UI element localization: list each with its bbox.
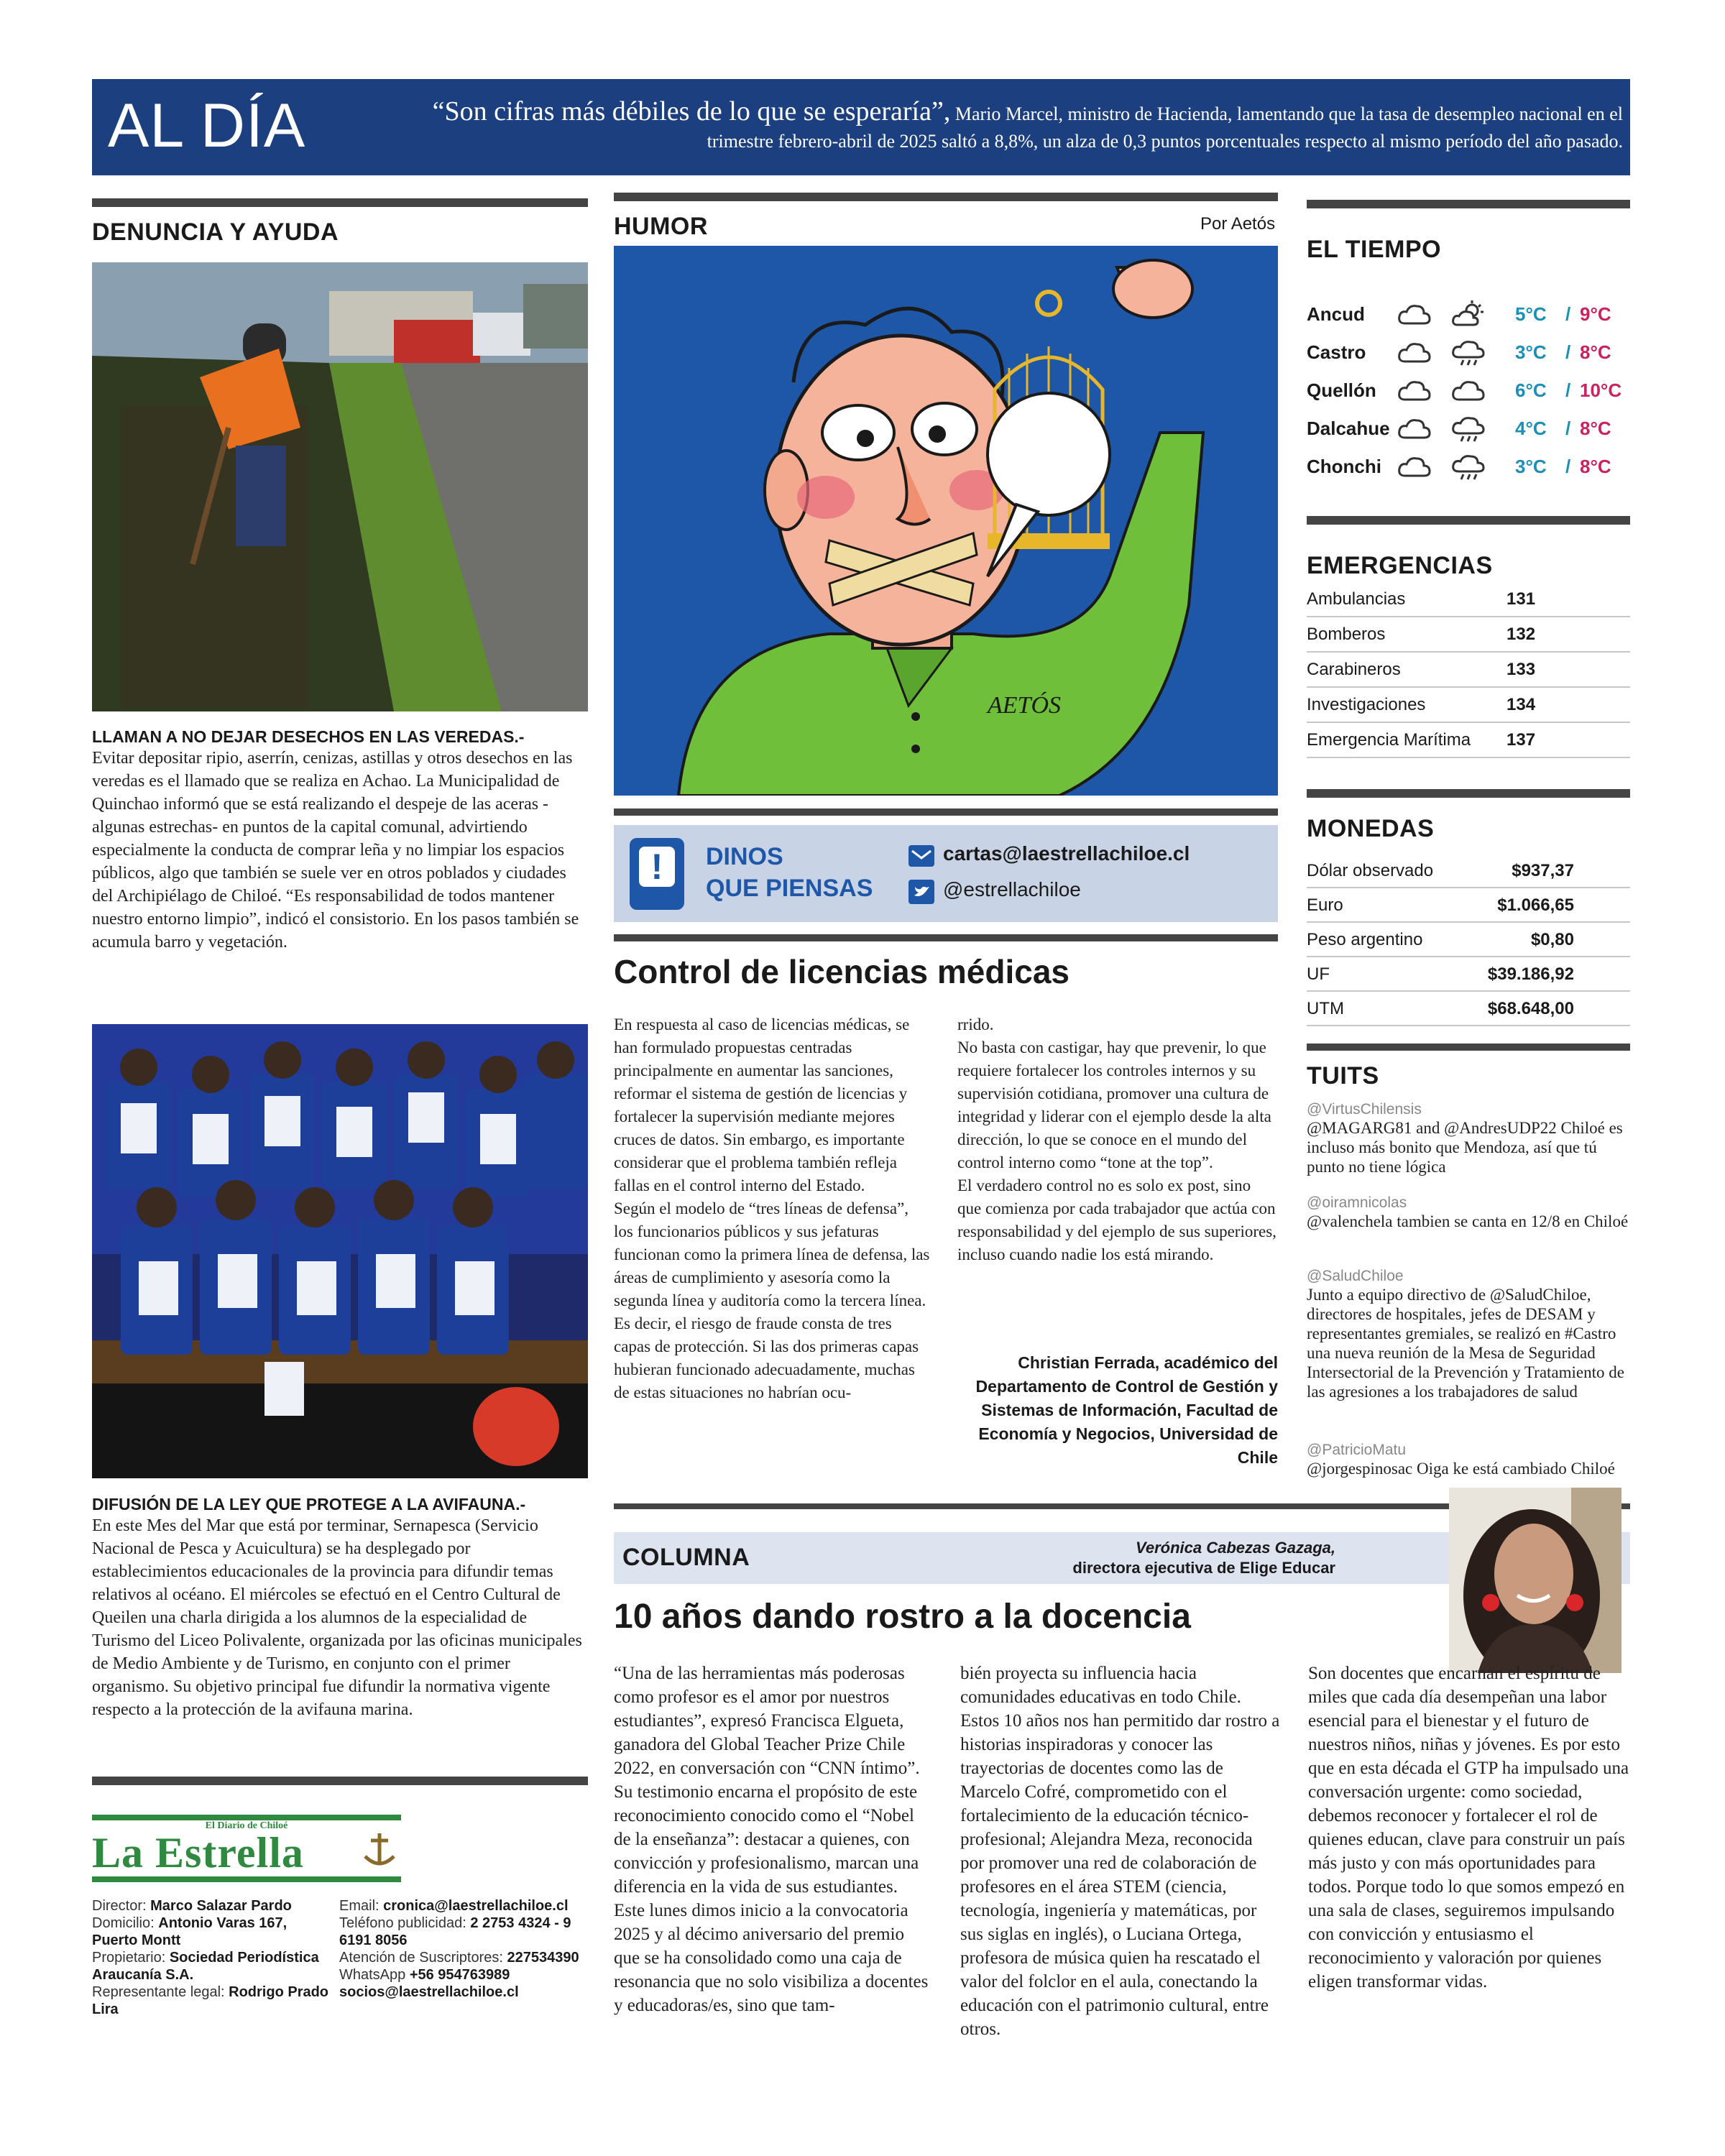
divider [614, 808, 1278, 816]
column-author-block [1072, 1538, 1335, 1578]
currency-value: $39.186,92 [1487, 964, 1574, 984]
letter-title: Control de licencias médicas [614, 953, 1070, 990]
cloud-icon [1397, 300, 1432, 329]
credit-value: Rodrigo Prado Lira [92, 1984, 329, 2017]
currency-value: $0,80 [1530, 930, 1574, 949]
weather-max: 10°C [1580, 379, 1622, 401]
tweets-list [1307, 1101, 1637, 1503]
credit-value: Sociedad Periodística Araucanía S.A. [92, 1950, 319, 1983]
masthead-logo [92, 1815, 401, 1879]
credit-label: Propietario: [92, 1950, 170, 1966]
cloud-icon [1397, 377, 1432, 405]
cloud-icon [1397, 453, 1432, 482]
header-quote: “Son cifras más débiles de lo que se esperaría”, [432, 96, 951, 126]
currency-table [1307, 854, 1630, 1030]
weather-city: Castro [1307, 341, 1366, 363]
emergency-row [1307, 688, 1630, 723]
credit-value: Antonio Varas 167, Puerto Montt [92, 1915, 288, 1948]
weather-min: 3°C [1515, 341, 1547, 363]
weather-min: 4°C [1515, 418, 1547, 439]
emergency-number: 131 [1506, 589, 1536, 609]
emergency-number: 132 [1506, 625, 1536, 644]
contact-heading [706, 841, 873, 904]
story-title: LLAMAN A NO DEJAR DESECHOS EN LAS VEREDAS.- [92, 727, 525, 746]
letter-col2: rrido. No basta con castigar, hay que prevenir, lo que requiere fortalecer los controles internos y su supervisión cotidiana, promover una cultura de integridad y liderar con el ejemplo desde la alta dirección, lo que se conoce en el mundo del control interno como “tone at the top”. El verdadero control no es solo ex post, sino que comienza por cada trabajador que actúa con responsabilidad y del ejemplo de sus superiores, incluso cuando nadie los está mirando. [957, 1015, 1276, 1263]
header-banner [92, 79, 1630, 175]
weather-max: 8°C [1580, 418, 1611, 439]
divider [1307, 516, 1630, 525]
section-title-weather: EL TIEMPO [1307, 236, 1442, 263]
letter-signature: Christian Ferrada, académico del Departamento de Control de Gestión y Sistemas de Información, Facultad de Economía y Negocios, Universidad de Chile [975, 1353, 1278, 1467]
weather-min: 3°C [1515, 456, 1547, 477]
tweet-text: @valenchela tambien se canta en 12/8 en Chiloé [1307, 1212, 1629, 1230]
contact-heading-line1: DINOS [706, 843, 783, 870]
emergency-row [1307, 617, 1630, 653]
currency-value: $1.066,65 [1497, 895, 1574, 915]
weather-min: 5°C [1515, 303, 1547, 325]
currency-row [1307, 957, 1630, 992]
rain-cloud-icon [1450, 415, 1486, 443]
cartoon [614, 246, 1278, 796]
divider [1307, 1044, 1630, 1051]
section-title-columna: COLUMNA [622, 1544, 750, 1571]
cloud-icon [1397, 415, 1432, 443]
weather-row [1307, 296, 1630, 333]
currency-label: UF [1307, 964, 1330, 984]
divider [1307, 789, 1630, 798]
section-title-emergencies: EMERGENCIAS [1307, 552, 1493, 579]
credit-line [339, 1966, 598, 1984]
tweet [1307, 1442, 1637, 1478]
credit-line [92, 1949, 336, 1984]
story-avifauna [92, 1495, 588, 1721]
tweet [1307, 1101, 1637, 1176]
weather-min: 6°C [1515, 379, 1547, 401]
emergency-table [1307, 582, 1630, 762]
credit-label: Atención de Suscriptores: [339, 1950, 507, 1966]
author-photo [1449, 1488, 1622, 1673]
exclamation-icon: ! [630, 838, 684, 910]
twitter-icon [908, 880, 934, 904]
photo-sidewalk [92, 262, 588, 711]
column-col3: Son docentes que encarnan el espíritu de miles que cada día desempeñan una labor esencial para el bienestar y el futuro de nuestros niños, niñas y jóvenes. Es por esto que en esta década el GTP ha impulsado una conversación urgente: como sociedad, debemos reconocer y fortalecer el rol de quienes educan, clave para construir un país más justo y con más oportunidades para todos. Porque todo lo que somos empezó en una sala de clases, seguiremos impulsando con convicción y entusiasmo el reconocimiento y valoración por quienes eligen transformar vidas. [1308, 1664, 1629, 1991]
masthead-tagline: El Diario de Chiloé [205, 1820, 288, 1831]
column-col2: bién proyecta su influencia hacia comunidades educativas en todo Chile. Estos 10 años nos han permitido dar rostro a historias inspiradoras y conocer las trayectorias de docentes como las de Marcelo Cofré, comprometido con el fortalecimiento de la educación técnico-profesional; Alejandra Meza, reconocida por promover una red de colaboración de profesores en el área STEM (ciencia, tecnología, ingeniería y matemáticas, por sus siglas en inglés), o Luciana Ortega, profesora de música quien ha rescatado el valor del folclor en el aula, conectando la educación con el patrimonio cultural, entre otros. [960, 1664, 1280, 2039]
weather-city: Dalcahue [1307, 418, 1390, 439]
emergency-label: Ambulancias [1307, 589, 1406, 609]
weather-max: 8°C [1580, 456, 1611, 477]
divider [614, 193, 1278, 201]
currency-row [1307, 992, 1630, 1026]
emergency-row [1307, 723, 1630, 758]
weather-city: Ancud [1307, 303, 1365, 325]
story-sidewalk [92, 727, 588, 954]
tweet-handle[interactable]: @PatricioMatu [1307, 1442, 1407, 1458]
weather-city: Quellón [1307, 379, 1376, 401]
weather-row [1307, 410, 1630, 448]
credit-line [92, 1915, 336, 1949]
cloud-icon [1397, 338, 1432, 367]
emergency-label: Carabineros [1307, 660, 1401, 679]
weather-max: 9°C [1580, 303, 1611, 325]
tweet-text: @jorgespinosac Oiga ke está cambiado Chiloé [1307, 1460, 1615, 1478]
credit-value: 227534390 [507, 1950, 579, 1966]
weather-separator: / [1565, 379, 1571, 401]
credit-label: Director: [92, 1898, 151, 1914]
tweet-handle[interactable]: @oiramnicolas [1307, 1194, 1407, 1211]
tweet-handle[interactable]: @SaludChiloe [1307, 1268, 1404, 1284]
credit-label: Domicilio: [92, 1915, 159, 1931]
sun-cloud-icon [1450, 300, 1486, 329]
tweet [1307, 1194, 1637, 1231]
emergency-number: 137 [1506, 730, 1536, 750]
emergency-number: 133 [1506, 660, 1536, 679]
section-logo: AL DÍA [108, 91, 306, 160]
weather-separator: / [1565, 341, 1571, 363]
credit-line [339, 1984, 598, 2001]
divider [92, 1777, 588, 1785]
emergency-number: 134 [1506, 695, 1536, 714]
weather-row [1307, 334, 1630, 372]
credit-value: cronica@laestrellachiloe.cl [383, 1898, 569, 1914]
divider [1307, 200, 1630, 208]
credit-value: +56 954763989 [409, 1967, 510, 1983]
weather-row [1307, 448, 1630, 486]
currency-value: $937,37 [1512, 861, 1574, 880]
rain-cloud-icon [1450, 338, 1486, 367]
emergency-label: Investigaciones [1307, 695, 1426, 714]
weather-separator: / [1565, 303, 1571, 325]
email-icon [908, 845, 934, 867]
currency-row [1307, 888, 1630, 923]
weather-separator: / [1565, 418, 1571, 439]
story-body: Evitar depositar ripio, aserrín, cenizas, astillas y otros desechos en las veredas es el llamado que se realiza en Achao. La Municipalidad de Quinchao informó que se está realizando el despeje de las aceras -algunas estrechas- en puntos de la capital comunal, advirtiendo especialmente la conducta de comprar leña y no limpiar los espacios públicos, algo que también se suele ver en otros poblados y ciudades del Archipiélago de Chiloé. “Es responsabilidad de todos mantener nuestro entorno limpio”, indicó el consistorio. En los pasos también se acumula barro y vegetación. [92, 749, 579, 952]
contact-box [614, 825, 1278, 922]
credit-line [339, 1915, 598, 1949]
credit-label: Representante legal: [92, 1984, 229, 2000]
currency-row [1307, 854, 1630, 888]
currency-label: Euro [1307, 895, 1343, 915]
divider [614, 934, 1278, 941]
column-author: Verónica Cabezas Gazaga, [1136, 1539, 1335, 1557]
credit-value: Marco Salazar Pardo [150, 1898, 292, 1914]
header-quote-block [372, 98, 1623, 155]
cartoon-byline: Por Aetós [1200, 214, 1276, 234]
credit-line [339, 1949, 598, 1966]
weather-max: 8°C [1580, 341, 1611, 363]
section-title-tweets: TUITS [1307, 1062, 1379, 1089]
currency-label: UTM [1307, 999, 1344, 1018]
currency-value: $68.648,00 [1487, 999, 1574, 1018]
currency-label: Peso argentino [1307, 930, 1423, 949]
anchor-icon [358, 1828, 401, 1871]
tweet-handle[interactable]: @VirtusChilensis [1307, 1101, 1422, 1118]
story-title: DIFUSIÓN DE LA LEY QUE PROTEGE A LA AVIFAUNA.- [92, 1495, 526, 1514]
column-col1: “Una de las herramientas más poderosas como profesor es el amor por nuestros estudiantes”, expresó Francisca Elgueta, ganadora del Global Teacher Prize Chile 2022, en conversación con “CNN íntimo”. Su testimonio encarna el propósito de este reconocimiento conocido como el “Nobel de la enseñanza”: destacar a quienes, con convicción y profesionalismo, marcan una diferencia en la vida de sus estudiantes. Este lunes dimos inicio a la convocatoria 2025 y al décimo aniversario del premio que se ha consolidado como una caja de resonancia que no solo visibiliza a docentes y educadoras/es, sino que tam- [614, 1664, 929, 2015]
photo-students [92, 1024, 588, 1478]
currency-label: Dólar observado [1307, 861, 1434, 880]
section-title-currency: MONEDAS [1307, 815, 1435, 842]
credit-line [92, 1984, 336, 2018]
credit-value: socios@laestrellachiloe.cl [339, 1984, 519, 2000]
currency-row [1307, 923, 1630, 957]
contact-email[interactable]: cartas@laestrellachiloe.cl [943, 842, 1190, 865]
weather-separator: / [1565, 456, 1571, 477]
tweet [1307, 1268, 1637, 1401]
masthead-credits-right [339, 1897, 598, 2001]
cartoon-signature: AETÓS [988, 692, 1061, 719]
emergency-label: Emergencia Marítima [1307, 730, 1471, 750]
emergency-row [1307, 582, 1630, 617]
section-title-denuncia: DENUNCIA Y AYUDA [92, 218, 339, 246]
column-author-role: directora ejecutiva de Elige Educar [1072, 1559, 1335, 1577]
emergency-row [1307, 653, 1630, 688]
contact-twitter[interactable]: @estrellachiloe [943, 878, 1081, 900]
credit-label: WhatsApp [339, 1967, 410, 1983]
cloud-icon [1450, 377, 1486, 405]
weather-row [1307, 372, 1630, 410]
credit-line [92, 1897, 336, 1915]
credit-label: Teléfono publicidad: [339, 1915, 471, 1931]
credit-value: 2 2753 4324 - 9 6191 8056 [339, 1915, 571, 1948]
story-body: En este Mes del Mar que está por terminar, Sernapesca (Servicio Nacional de Pesca y Acuicultura) se ha desplegado por establecimientos educacionales de la provincia para difundir temas relativos al océano. El miércoles se efectuó en el Centro Cultural de Queilen una charla dirigida a los alumnos de la especialidad de Turismo del Liceo Polivalente, organizada por las oficinas municipales de Medio Ambiente y de Turismo, en conjunto con el primer organismo. Su objetivo principal fue difundir la normativa vigente respecto a la protección de la avifauna marina. [92, 1516, 582, 1719]
weather-city: Chonchi [1307, 456, 1381, 477]
letter-col1: En respuesta al caso de licencias médicas, se han formulado propuestas centradas principalmente en aumentar las sanciones, reformar el sistema de gestión de licencias y fortalecer la supervisión mediante mejores cruces de datos. Sin embargo, es importante considerar que el problema también refleja fallas en el control interno del Estado. Según el modelo de “tres líneas de defensa”, los funcionarios públicos y sus jefaturas funcionan como la primera línea de defensa, las áreas de cumplimiento y asesoría como la segunda línea y auditoría como la tercera línea. Es decir, el riesgo de fraude consta de tres capas de protección. Si las dos primeras capas hubieran funcionado adecuadamente, muchas de estas situaciones no habrían ocu- [614, 1015, 930, 1401]
divider [92, 198, 588, 207]
tweet-text: Junto a equipo directivo de @SaludChiloe, directores de hospitales, jefes de DESAM y representantes gremiales, se realizó en #Castro una nueva reunión de la Mesa de Seguridad Intersectorial de la Prevención y Tratamiento de las agresiones a los trabajadores de salud [1307, 1286, 1624, 1401]
masthead-credits-left [92, 1897, 336, 2018]
rain-cloud-icon [1450, 453, 1486, 482]
credit-line [339, 1897, 598, 1915]
emergency-label: Bomberos [1307, 625, 1386, 644]
credit-label: Email: [339, 1898, 384, 1914]
masthead-name: La Estrella [92, 1829, 304, 1876]
tweet-text: @MAGARG81 and @AndresUDP22 Chiloé es incluso más bonito que Mendoza, así que tú punto no tiene lógica [1307, 1119, 1623, 1176]
section-title-humor: HUMOR [614, 213, 708, 240]
header-attribution: Mario Marcel, ministro de Hacienda, lamentando que la tasa de desempleo nacional en el trimestre febrero-abril de 2025 saltó a 8,8%, un alza de 0,3 puntos porcentuales respecto al mismo período del año pasado. [707, 103, 1623, 152]
contact-heading-line2: QUE PIENSAS [706, 875, 873, 902]
column-title: 10 años dando rostro a la docencia [614, 1598, 1191, 1636]
weather-table [1307, 296, 1630, 490]
